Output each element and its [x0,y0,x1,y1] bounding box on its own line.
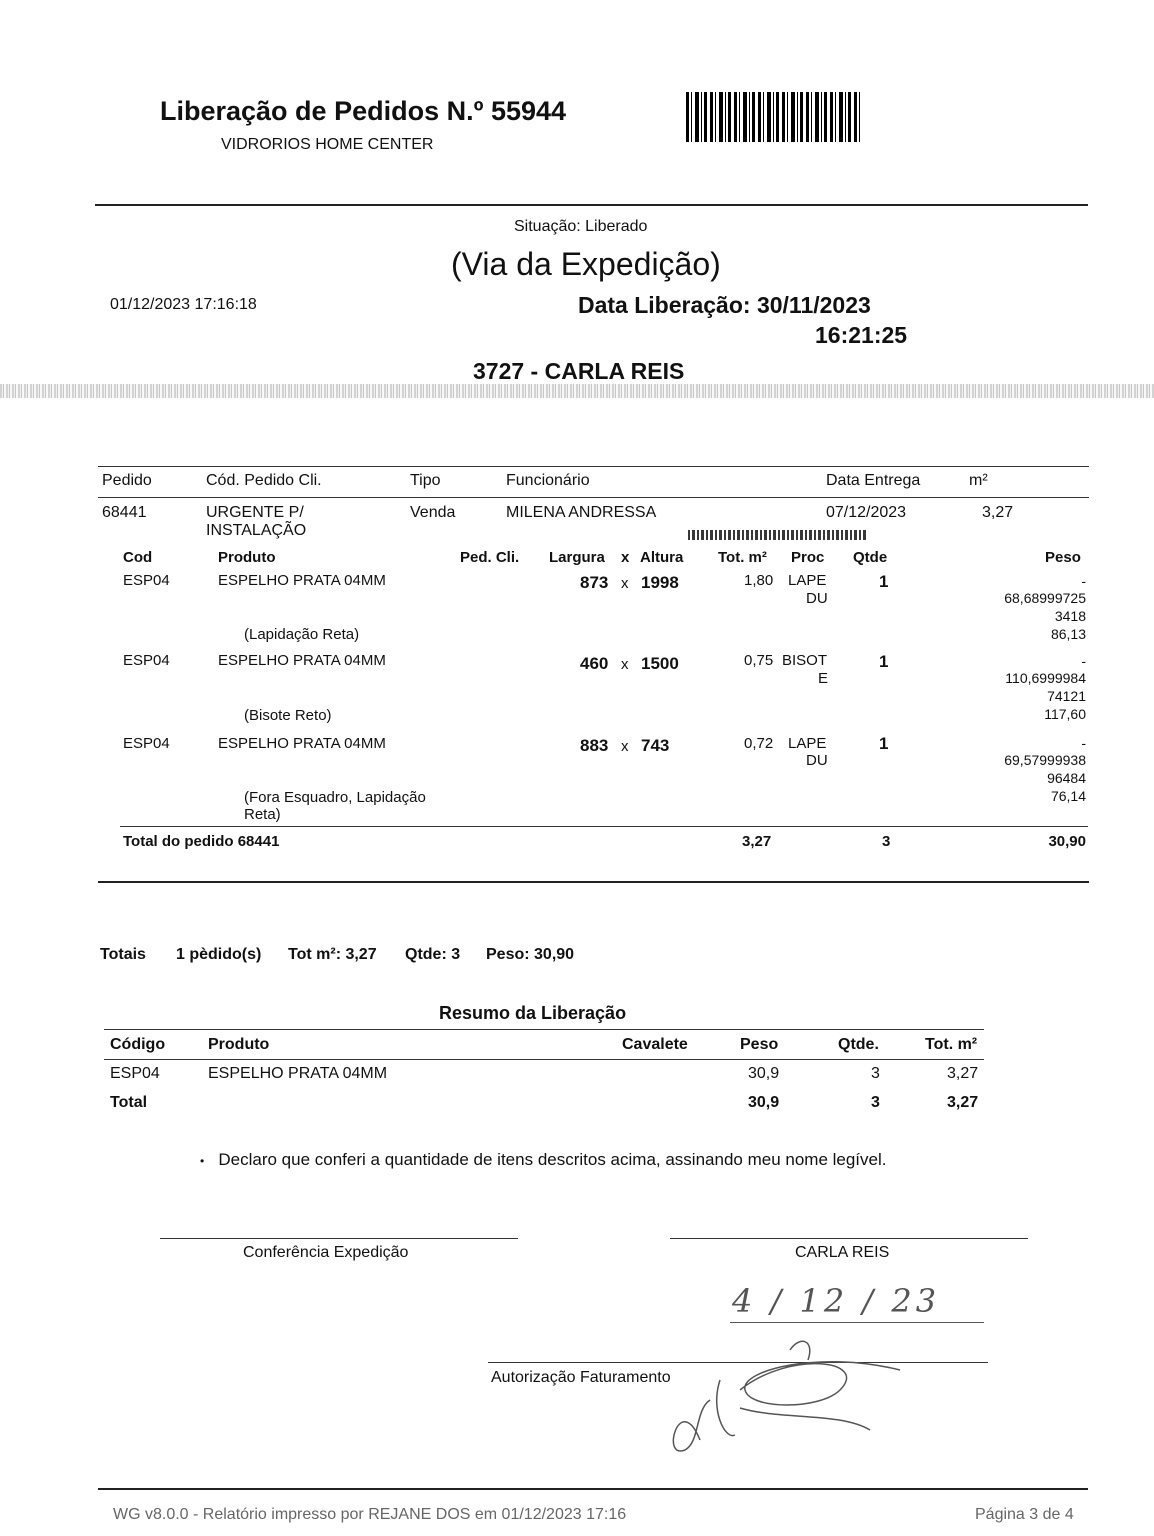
order-cod-cli-line1: URGENTE P/ [206,504,304,521]
resumo-total-label: Total [110,1094,148,1111]
document-title: Liberação de Pedidos N.º 55944 [160,96,567,126]
item-cod: ESP04 [123,572,170,589]
resumo-header-codigo: Código [110,1036,166,1053]
item-proc-line1: BISOT [782,652,828,669]
data-liberacao-label: Data Liberação: [578,292,751,318]
item-obs-line2: Reta) [244,806,281,823]
item-tot-m2: 0,75 [744,652,774,669]
item-altura: 1500 [641,654,679,673]
item-peso-line4: 76,14 [1050,788,1086,804]
items-total-line [120,826,1088,827]
item-largura: 460 [580,654,609,673]
totais-pedidos: 1 pèdido(s) [176,946,262,963]
item-obs-line1: (Fora Esquadro, Lapidação [244,789,426,806]
item-peso-line3: 3418 [1054,608,1086,624]
item-qtde: 1 [879,572,889,591]
via-label: (Via da Expedição) [451,246,721,282]
items-header-x: x [621,549,630,566]
resumo-top-line [104,1029,984,1030]
signature-label-left: Conferência Expedição [243,1244,409,1261]
item-altura: 1998 [641,573,679,592]
item-qtde: 1 [879,734,889,753]
order-funcionario: MILENA ANDRESSA [506,504,657,521]
totais-label: Totais [100,946,146,963]
item-peso-line4: 86,13 [1050,626,1086,642]
footer-line [98,1488,1088,1490]
item-peso-line3: 96484 [1047,770,1086,786]
resumo-total-qtde: 3 [871,1094,880,1111]
item-obs-line1: (Lapidação Reta) [244,626,360,643]
items-bottom-line [98,881,1089,883]
resumo-qtde: 3 [871,1065,880,1082]
resumo-header-cavalete: Cavalete [622,1036,688,1053]
customer-name: 3727 - CARLA REIS [473,358,685,384]
item-obs-line1: (Bisote Reto) [244,707,332,724]
resumo-header-peso: Peso [740,1036,779,1053]
item-peso-line2: 110,6999984 [1005,670,1086,686]
order-table-top-line [98,466,1089,467]
order-header-cod-cli: Cód. Pedido Cli. [206,472,322,489]
order-header-funcionario: Funcionário [506,472,590,489]
handwritten-date: 4 / 12 / 23 [732,1282,941,1320]
item-proc-line1: LAPE [788,572,827,589]
item-altura: 743 [641,736,670,755]
item-cod: ESP04 [123,652,170,669]
order-header-m2: m² [969,472,988,489]
items-header-tot-m2: Tot. m² [718,549,767,566]
totais-qtde: Qtde: 3 [405,946,461,963]
item-x: x [621,738,629,755]
declaracao-text [200,1150,887,1170]
item-peso-line1: - [1081,735,1086,751]
items-header-peso: Peso [1045,549,1081,566]
items-header-ped-cli: Ped. Cli. [460,549,520,566]
item-proc-line2: DU [806,752,828,769]
printed-timestamp: 01/12/2023 17:16:18 [110,296,257,313]
items-header-cod: Cod [123,549,153,566]
situacao-label: Situação: Liberado [514,218,648,235]
totais-peso: Peso: 30,90 [486,946,575,963]
signature-line-left [160,1238,518,1239]
resumo-tot-m2: 3,27 [947,1065,979,1082]
item-tot-m2: 0,72 [744,735,774,752]
items-total-m2: 3,27 [742,833,772,850]
item-largura: 883 [580,736,609,755]
footer-page-number: Página 3 de 4 [975,1506,1074,1523]
totais-tot-m2: Tot m²: 3,27 [288,946,377,963]
items-header-altura: Altura [640,549,684,566]
resumo-header-qtde: Qtde. [838,1036,879,1053]
item-proc-line2: DU [806,590,828,607]
order-header-pedido: Pedido [102,472,152,489]
resumo-header-line [104,1059,984,1060]
item-cod: ESP04 [123,735,170,752]
declaracao-statement: Declaro que conferi a quantidade de itens descritos acima, assinando meu nome legível. [218,1150,887,1169]
item-peso-line2: 68,68999725 [1004,590,1086,606]
item-largura: 873 [580,573,609,592]
item-peso-line3: 74121 [1047,688,1086,704]
data-liberacao-date: 30/11/2023 [756,292,871,318]
item-produto: ESPELHO PRATA 04MM [218,735,386,752]
order-header-tipo: Tipo [410,472,441,489]
order-pedido: 68441 [102,504,147,521]
item-x: x [621,575,629,592]
resumo-total-peso: 30,9 [748,1094,780,1111]
data-liberacao-time: 16:21:25 [815,322,908,348]
order-tipo: Venda [410,504,456,521]
item-peso-line2: 69,57999938 [1004,752,1086,768]
item-proc-line2: E [818,670,829,687]
data-liberacao [578,292,871,319]
items-header-largura: Largura [549,549,605,566]
company-name: VIDRORIOS HOME CENTER [221,136,434,153]
order-header-data-entrega: Data Entrega [826,472,921,489]
resumo-header-tot-m2: Tot. m² [925,1036,978,1053]
resumo-title: Resumo da Liberação [439,1003,627,1023]
items-total-qtde: 3 [882,833,891,850]
footer-left-text: WG v8.0.0 - Relatório impresso por REJANE DOS em 01/12/2023 17:16 [113,1506,627,1523]
item-tot-m2: 1,80 [744,572,774,589]
items-total-label: Total do pedido 68441 [123,833,280,850]
resumo-peso: 30,9 [748,1065,780,1082]
items-total-peso: 30,90 [1048,833,1086,850]
ghost-barcode [688,530,868,540]
signature-line-right [670,1238,1028,1239]
header-divider [95,204,1088,206]
bullet-icon: • [200,1154,205,1168]
item-peso-line1: - [1081,653,1086,669]
item-x: x [621,656,629,673]
barcode-image [686,92,860,142]
item-peso-line1: - [1081,573,1086,589]
item-produto: ESPELHO PRATA 04MM [218,572,386,589]
items-header-proc: Proc [791,549,825,566]
order-m2: 3,27 [982,504,1014,521]
order-cod-cli-line2: INSTALAÇÃO [206,522,307,539]
scan-noise-band [0,384,1154,398]
items-header-produto: Produto [218,549,276,566]
resumo-header-produto: Produto [208,1036,270,1053]
resumo-total-tot-m2: 3,27 [947,1094,979,1111]
resumo-produto: ESPELHO PRATA 04MM [208,1065,388,1082]
items-header-qtde: Qtde [853,549,888,566]
order-table-header-line [98,497,1089,498]
resumo-codigo: ESP04 [110,1065,160,1082]
item-peso-line4: 117,60 [1044,706,1086,722]
handwritten-date-line [730,1322,984,1323]
signature-label-right: CARLA REIS [795,1244,890,1261]
order-data-entrega: 07/12/2023 [826,504,907,521]
item-proc-line1: LAPE [788,735,827,752]
handwritten-signature-icon [640,1330,940,1460]
autorizacao-label: Autorização Faturamento [491,1369,671,1386]
item-produto: ESPELHO PRATA 04MM [218,652,386,669]
item-qtde: 1 [879,652,889,671]
